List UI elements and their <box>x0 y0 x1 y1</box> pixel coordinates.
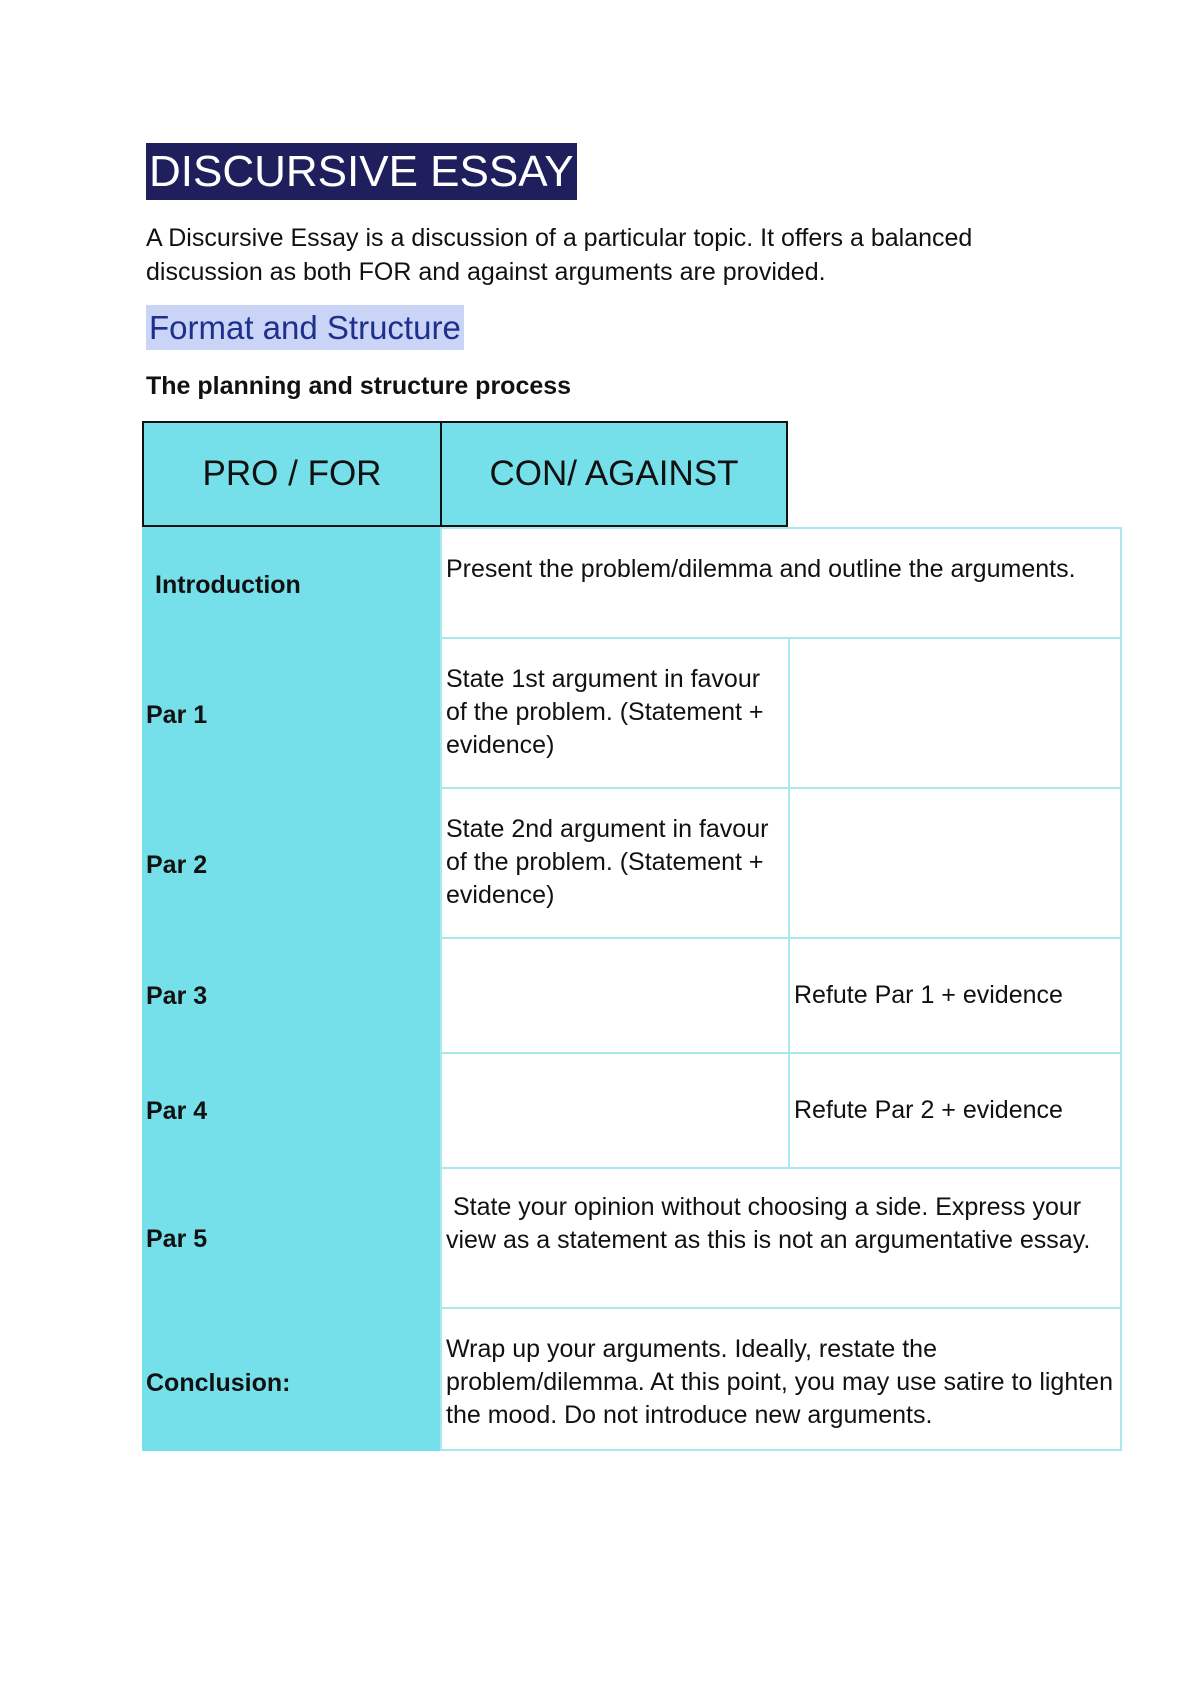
row-label-introduction: Introduction <box>155 571 301 599</box>
row-label-par-5: Par 5 <box>146 1225 208 1253</box>
cell-text: Refute Par 2 + evidence <box>794 1096 1063 1124</box>
table-cell-par-2-for <box>440 787 790 939</box>
table-cell-par-3-against <box>788 937 1122 1054</box>
row-label-conclusion: Conclusion: <box>146 1369 291 1397</box>
document-title: DISCURSIVE ESSAY <box>146 143 577 200</box>
row-label-par-1: Par 1 <box>146 701 208 729</box>
table-cell-par-1-against <box>788 637 1122 789</box>
row-label-par-3: Par 3 <box>146 982 208 1010</box>
table-cell-conclusion <box>440 1307 1122 1451</box>
table-cell-introduction <box>440 527 1122 639</box>
table-cell-par-5 <box>440 1167 1122 1309</box>
intro-paragraph: A Discursive Essay is a discussion of a particular topic. It offers a balanced discussion as both FOR and against arguments are provided. <box>146 224 973 286</box>
cell-text: State 2nd argument in favour of the problem. (Statement + evidence) <box>446 815 769 909</box>
row-label-par-4: Par 4 <box>146 1097 208 1125</box>
table-cell-par-4-against <box>788 1052 1122 1169</box>
process-label: The planning and structure process <box>146 372 572 400</box>
section-heading: Format and Structure <box>146 305 464 350</box>
row-label-par-2: Par 2 <box>146 851 208 879</box>
header-pro-for: PRO / FOR <box>142 421 442 527</box>
cell-text: State 1st argument in favour of the problem. (Statement + evidence) <box>446 665 764 759</box>
table-cell-par-2-against <box>788 787 1122 939</box>
cell-text: Wrap up your arguments. Ideally, restate the problem/dilemma. At this point, you may use satire to lighten the mood. Do not introduce new arguments. <box>446 1335 1113 1429</box>
table-cell-par-1-for <box>440 637 790 789</box>
cell-text: Present the problem/dilemma and outline the arguments. <box>446 555 1076 583</box>
cell-text: State your opinion without choosing a side. Express your view as a statement as this is not an argumentative essay. <box>446 1193 1091 1254</box>
header-con-against: CON/ AGAINST <box>440 421 788 527</box>
table-cell-par-4-for <box>440 1052 790 1169</box>
cell-text: Refute Par 1 + evidence <box>794 981 1063 1009</box>
table-cell-par-3-for <box>440 937 790 1054</box>
